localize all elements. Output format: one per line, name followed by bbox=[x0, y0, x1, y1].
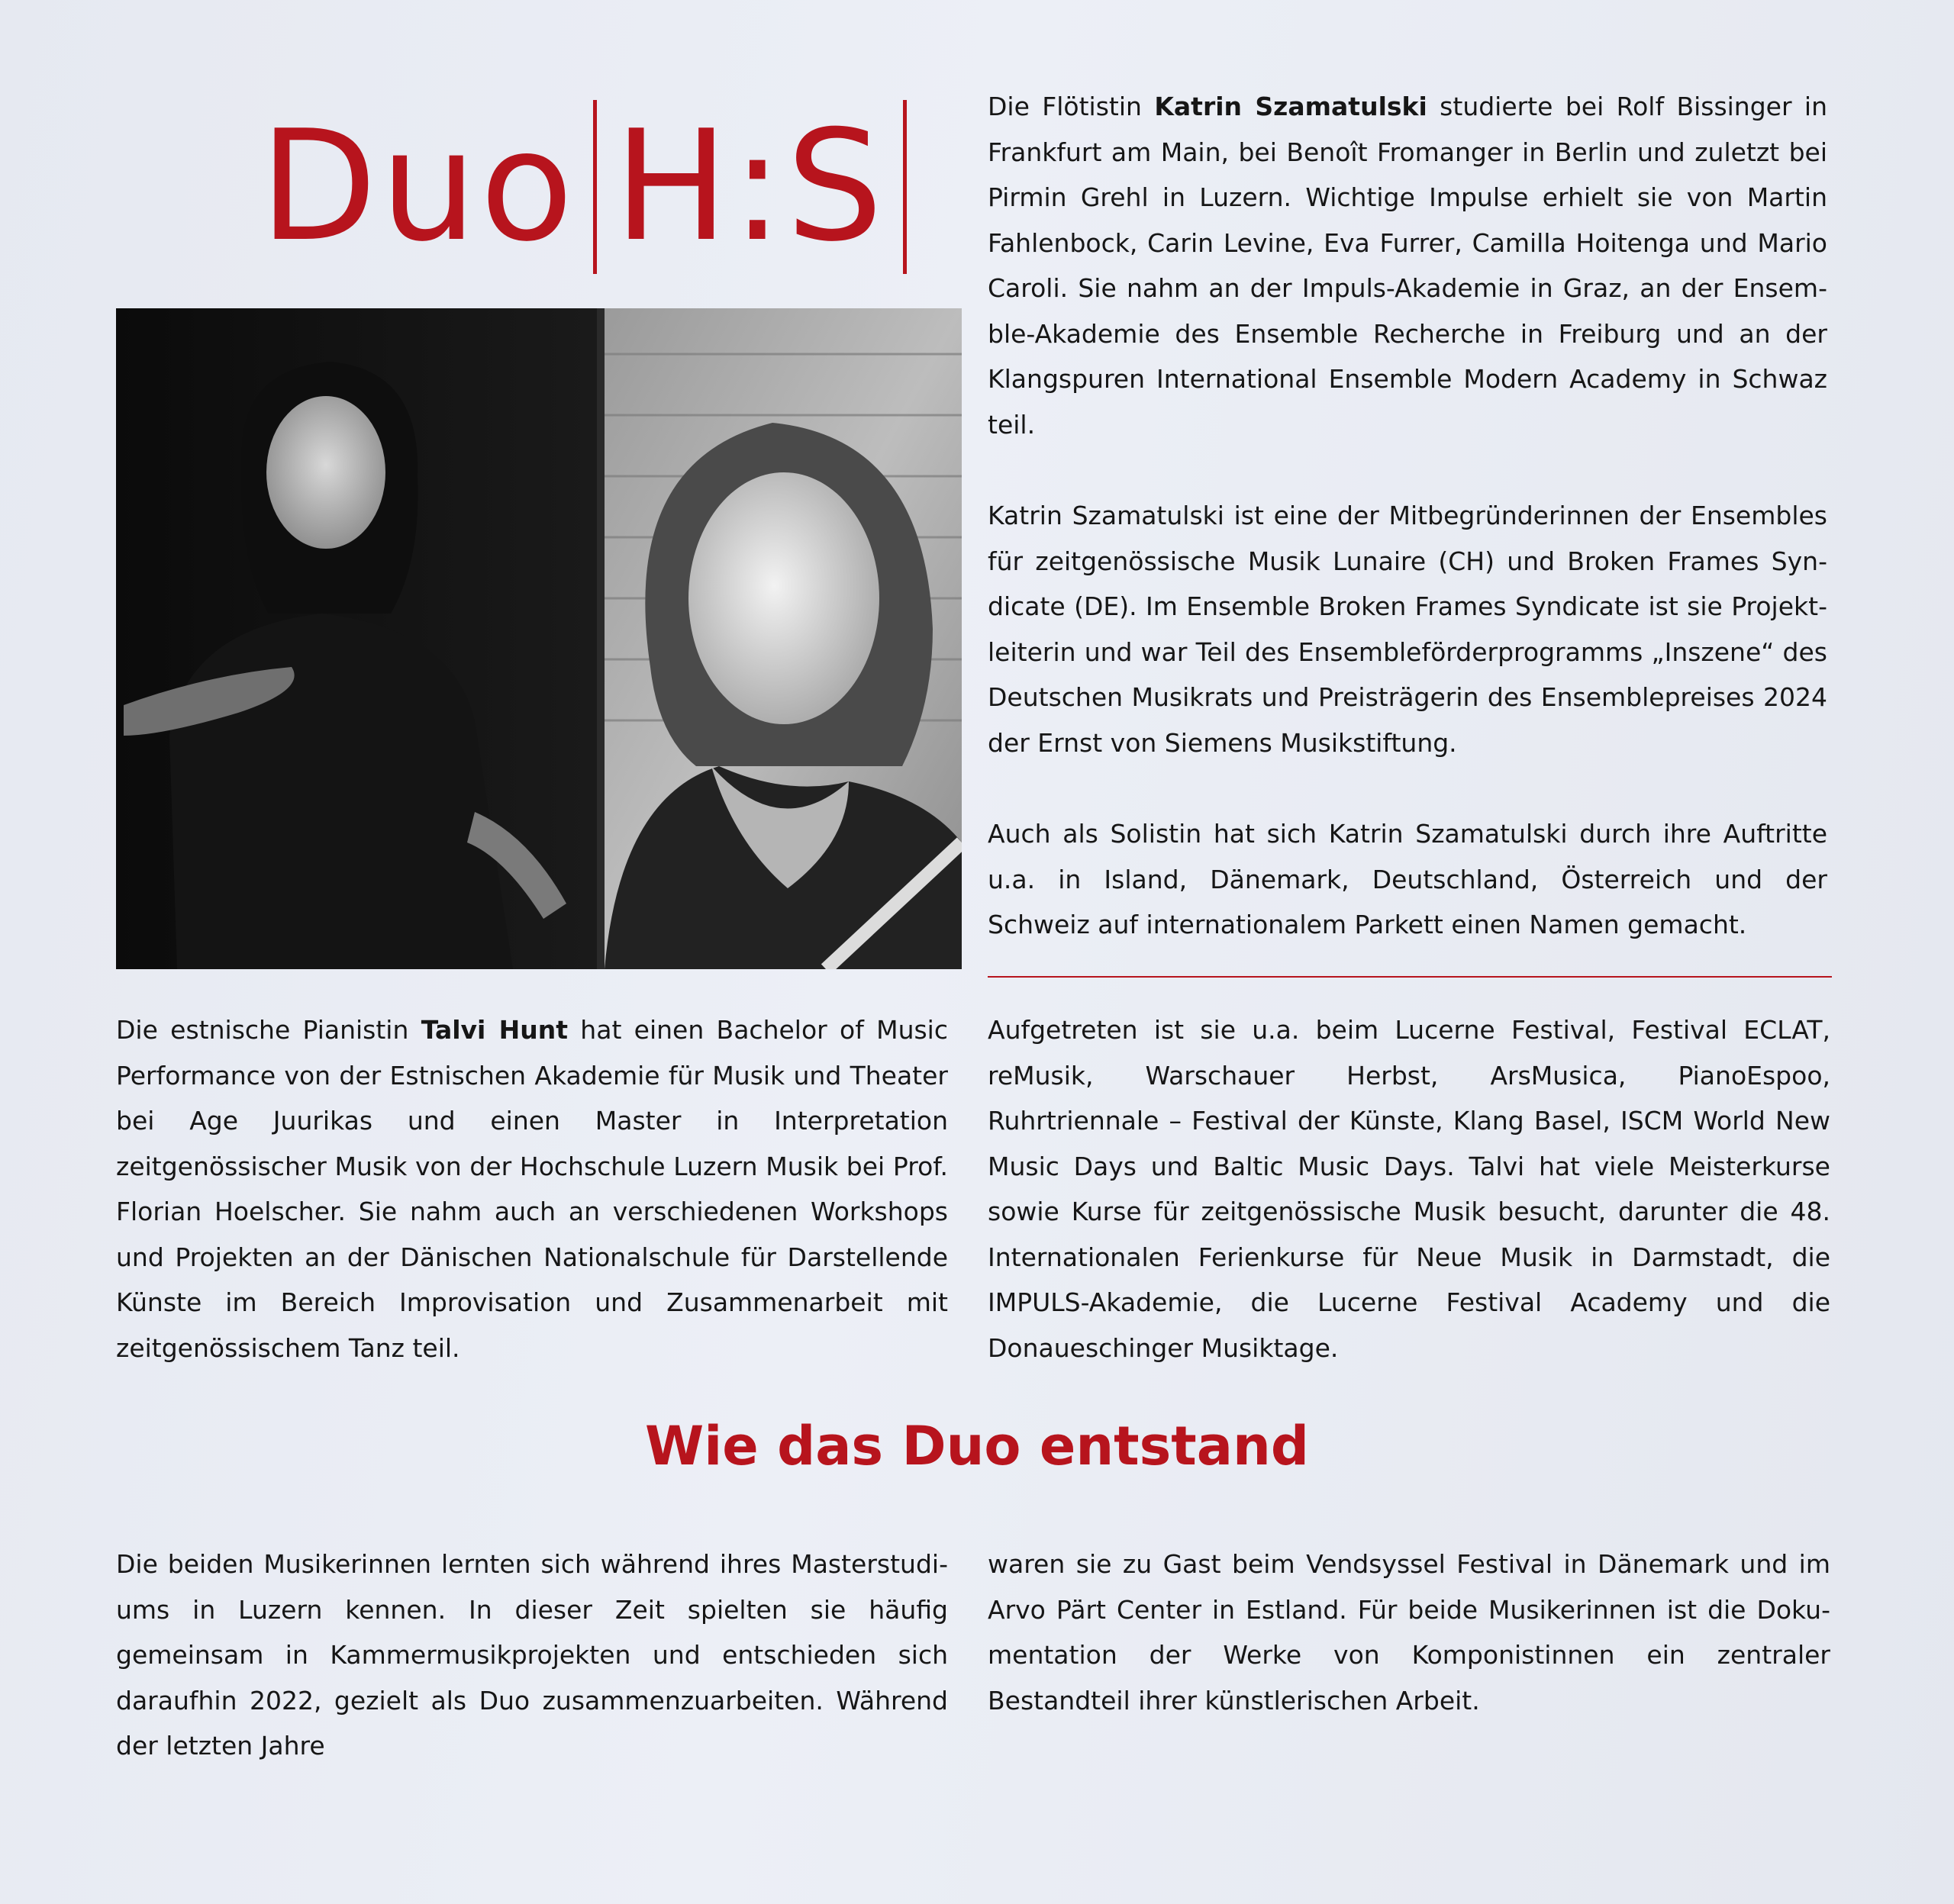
piano-bio-lead: Die estnische Pianistin bbox=[116, 1015, 421, 1045]
origin-p-left: Die beiden Musikerinnen lernten sich während ihres Masterstudiums in Luzern kennen. In dieser Zeit spielten sie häufig gemeinsam in Kammermusikprojekten und entschieden sich daraufhin 2022, gezielt als Duo zusammenzuarbeiten. Während der letzten Jahre bbox=[116, 1549, 948, 1761]
piano-bio-p2: Aufgetreten ist sie u.a. beim Lucerne Festival, Festival ECLAT, reMusik, Warschauer Herbst, ArsMusica, PianoEspoo, Ruhrtriennale – Festival der Künste, Klang Basel, ISCM World New Music Days und Baltic Music Days. Talvi hat viele Meisterkurse sowie Kurse für zeitgenössische Musik besucht, darunter die 48. Internationalen Ferienkurse für Neue Musik in Darmstadt, die IMPULS-Akademie, die Lucerne Festival Academy und die Donaueschinger Musiktage. bbox=[988, 1015, 1830, 1363]
flute-bio-rest: studierte bei Rolf Bissinger in Frankfurt am Main, bei Benoît Fromanger in Berlin und zuletzt bei Pirmin Grehl in Luzern. Wichtige Impulse erhielt sie von Martin Fahlenbock, Carin Levine, Eva Furrer, Camilla Hoitenga und Mario Caroli. Sie nahm an der Impuls-Akademie in Graz, an der Ensemble-Akademie des Ensemble Recherche in Freiburg und an der Klangspuren International Ensemble Modern Academy in Schwaz teil. bbox=[988, 92, 1828, 440]
flute-name: Katrin Szamatulski bbox=[1154, 92, 1427, 121]
piano-bio-rest: hat einen Bachelor of Music Performance von der Estnischen Akademie für Musik und Theater bei Age Juurikas und einen Master in Interpretation zeitgenössischer Musik von der Hochschule Luzern Musik bei Prof. Florian Hoelscher. Sie nahm auch an verschiedenen Workshops und Projekten an der Dänischen Nationalschule für Darstellende Künste im Bereich Improvisation und Zusammenarbeit mit zeitgenössischem Tanz teil. bbox=[116, 1015, 948, 1363]
piano-bio-p1 bbox=[116, 1007, 948, 1371]
logo-duo: Duo bbox=[260, 98, 577, 275]
origin-p-right: waren sie zu Gast beim Vendsyssel Festival in Dänemark und im Arvo Pärt Center in Estland. Für beide Musikerinnen ist die Dokumentation der Werke von Komponistinnen ein zentraler Bestandteil ihrer künstlerischen Arbeit. bbox=[988, 1549, 1830, 1716]
flute-bio-p1 bbox=[988, 84, 1827, 447]
origin-text-right bbox=[988, 1542, 1830, 1723]
piano-name: Talvi Hunt bbox=[421, 1015, 569, 1045]
logo-divider-left bbox=[593, 100, 597, 274]
logo-hs: H:S bbox=[614, 98, 886, 275]
flute-bio bbox=[988, 84, 1827, 948]
piano-bio-continued bbox=[988, 1007, 1830, 1371]
flute-bio-p2: Katrin Szamatulski ist eine der Mitbegründerinnen der Ensembles für zeitgenössische Musik Lunaire (CH) und Broken Frames Syndicate (DE). Im Ensemble Broken Frames Syndicate ist sie Projektleiterin und war Teil des Ensembleförderprogramms „Inszene“ des Deutschen Musikrats und Preisträgerin des Ensemblepreises 2024 der Ernst von Siemens Musikstiftung. bbox=[988, 501, 1827, 758]
flute-bio-lead: Die Flötistin bbox=[988, 92, 1155, 121]
duo-photo bbox=[116, 308, 962, 969]
logo-divider-right bbox=[903, 100, 907, 274]
origin-text-left bbox=[116, 1542, 948, 1769]
flute-bio-p3: Auch als Solistin hat sich Katrin Szamatulski durch ihre Auftritte u.a. in Island, Dänemark, Deutschland, Österreich und der Schweiz auf internationalem Parkett einen Namen gemacht. bbox=[988, 819, 1827, 939]
duo-logo bbox=[260, 99, 924, 275]
section-heading: Wie das Duo entstand bbox=[645, 1415, 1309, 1477]
divider-rule bbox=[988, 976, 1832, 978]
piano-bio bbox=[116, 1007, 948, 1371]
